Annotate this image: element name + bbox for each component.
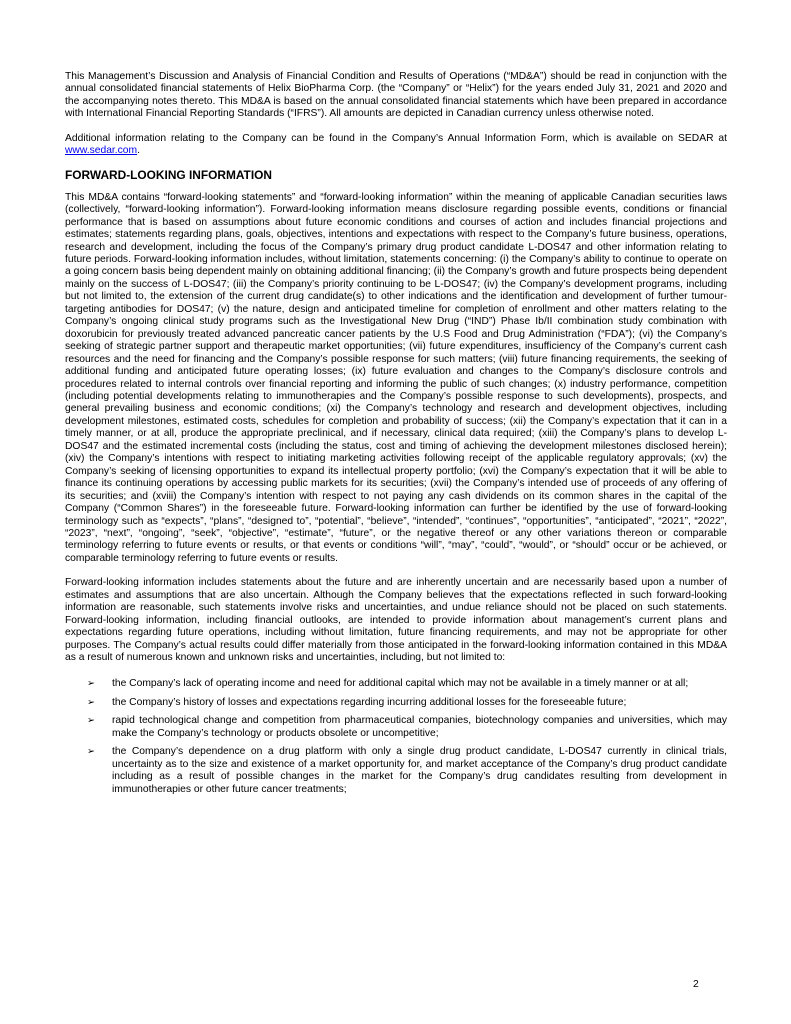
additional-info-text: Additional information relating to the Company can be found in the Company’s Annual Information Form, which is available on SEDAR at	[65, 132, 727, 144]
risk-list	[65, 678, 727, 796]
arrow-bullet-icon: ➢	[87, 715, 95, 727]
page-content	[65, 71, 727, 802]
additional-info-paragraph	[65, 133, 727, 158]
list-item-text: the Company’s history of losses and expectations regarding incurring additional losses for the foreseeable future;	[112, 696, 627, 708]
list-item	[65, 697, 727, 709]
sedar-link[interactable]: www.sedar.com	[65, 145, 138, 157]
arrow-bullet-icon: ➢	[87, 746, 95, 758]
intro-paragraph: This Management’s Discussion and Analysis of Financial Condition and Results of Operations (“MD&A”) should be read in conjunction with the annual consolidated financial statements of Helix BioPharma Corp. (the “Company” or “Helix”) for the years ended July 31, 2021 and 2020 and the accompanying notes thereto. This MD&A is based on the annual consolidated financial statements which have been prepared in accordance with International Financial Reporting Standards (“IFRS”). All amounts are depicted in Canadian currency unless otherwise noted.	[65, 71, 727, 120]
risk-intro-paragraph: Forward-looking information includes statements about the future and are inherently uncertain and are necessarily based upon a number of estimates and assumptions that are also uncertain. Although the Company believes that the expectations reflected in such forward-looking information are reasonable, such statements involve risks and uncertainties, and undue reliance should not be placed on such statements. Forward-looking information, including financial outlooks, are intended to provide information about management’s current plans and expectations regarding future operations, including without limitation, future financing requirements, and may not be appropriate for other purposes. The Company’s actual results could differ materially from those anticipated in the forward-looking information contained in this MD&A as a result of numerous known and unknown risks and uncertainties, including, but not limited to:	[65, 577, 727, 664]
list-item-text: the Company’s lack of operating income and need for additional capital which may not be available in a timely manner or at all;	[112, 678, 689, 690]
list-item	[65, 678, 727, 690]
page-number: 2	[693, 979, 699, 990]
list-item-text: the Company’s dependence on a drug platform with only a single drug product candidate, L-DOS47 currently in clinical trials, uncertainty as to the size and existence of a market opportunity for, and market acceptance of the Company’s drug product candidate including as a result of possible changes in the market for the Company’s drug candidates resulting from development in immunotherapies or other future cancer treatments;	[112, 746, 727, 795]
list-item-text: rapid technological change and competition from pharmaceutical companies, biotechnology companies and universities, which may make the Company’s technology or products obsolete or uncompetitive;	[112, 715, 727, 739]
arrow-bullet-icon: ➢	[87, 696, 95, 708]
section-heading: FORWARD-LOOKING INFORMATION	[65, 167, 272, 182]
arrow-bullet-icon: ➢	[87, 678, 95, 690]
list-item	[65, 715, 727, 740]
forward-looking-paragraph: This MD&A contains “forward-looking statements” and “forward-looking information” within the meaning of applicable Canadian securities laws (collectively, “forward-looking information”). Forward-looking information means disclosure regarding possible events, conditions or financial performance that is based on assumptions about future economic conditions and courses of action and includes financial projections and estimates; statements regarding plans, goals, objectives, intentions and expectations with respect to the Company’s future business, operations, research and development, including the focus of the Company’s primary drug product candidate L-DOS47 and other information relating to future periods. Forward-looking information includes, without limitation, statements concerning: (i) the Company’s ability to continue to operate on a going concern basis being dependent mainly on obtaining additional financing; (ii) the Company’s growth and future prospects being dependent mainly on the success of L-DOS47; (iii) the Company’s priority continuing to be L-DOS47; (iv) the Company’s development programs, including but not limited to, the extension of the current drug candidate(s) to other indications and the identification and development of further tumour-targeting antibodies for DOS47; (v) the nature, design and anticipated timeline for completion of enrollment and other matters relating to the Company’s ongoing clinical study programs such as the Investigational New Drug (“IND”) Phase Ib/II combination study combination with doxorubicin for previously treated advanced pancreatic cancer patients by the U.S Food and Drug Administration (“FDA”); (vi) the Company’s seeking of strategic partner support and therapeutic market opportunities; (vii) future expenditures, insufficiency of the Company’s current cash resources and the need for financing and the Company’s possible response for such matters; (viii) future financing requirements, the seeking of additional funding and anticipated future operating losses; (ix) future evaluation and changes to the Company’s disclosure controls and procedures related to internal controls over financial reporting and informing the public of such changes; (x) industry performance, competition (including potential developments relating to immunotherapies and the Company’s possible response to such developments), prospects, and general prevailing business and economic conditions; (xi) the Company’s technology and research and development objectives, including development milestones, estimated costs, schedules for completion and probability of success; (xii) the Company’s expectation that it can in a timely manner, or at all, produce the appropriate preclinical, and if necessary, clinical data required; (xiii) the Company’s plans to develop L-DOS47 and the estimated incremental costs (including the status, cost and timing of achieving the development milestones disclosed herein); (xiv) the Company’s intentions with respect to initiating marketing activities following receipt of the applicable regulatory approvals; (xv) the Company’s seeking of licensing opportunities to expand its intellectual property portfolio; (xvi) the Company’s expectation that it will be able to finance its continuing operations by accessing public markets for its securities; (xvii) the Company’s intended use of proceeds of any offering of its securities; and (xviii) the Company’s intention with respect to not paying any cash dividends on its common shares in the capital of the Company (“Common Shares”) in the foreseeable future. Forward-looking information can further be identified by the use of forward-looking terminology such as “expects”, “plans”, “designed to”, “potential”, “believe”, “intended”, “continues”, “opportunities”, “anticipated”, “2021”, “2022”, “2023”, “next”, “ongoing”, “seek”, “objective”, “estimate”, “future”, or the negative thereof or any other variations thereon or comparable terminology referring to future events or results, or that events or conditions “will”, “may”, “could”, “would”, or “should” occur or be achieved, or comparable terminology referring to future events or results.	[65, 191, 727, 564]
additional-info-suffix: .	[137, 145, 140, 157]
list-item	[65, 746, 727, 796]
